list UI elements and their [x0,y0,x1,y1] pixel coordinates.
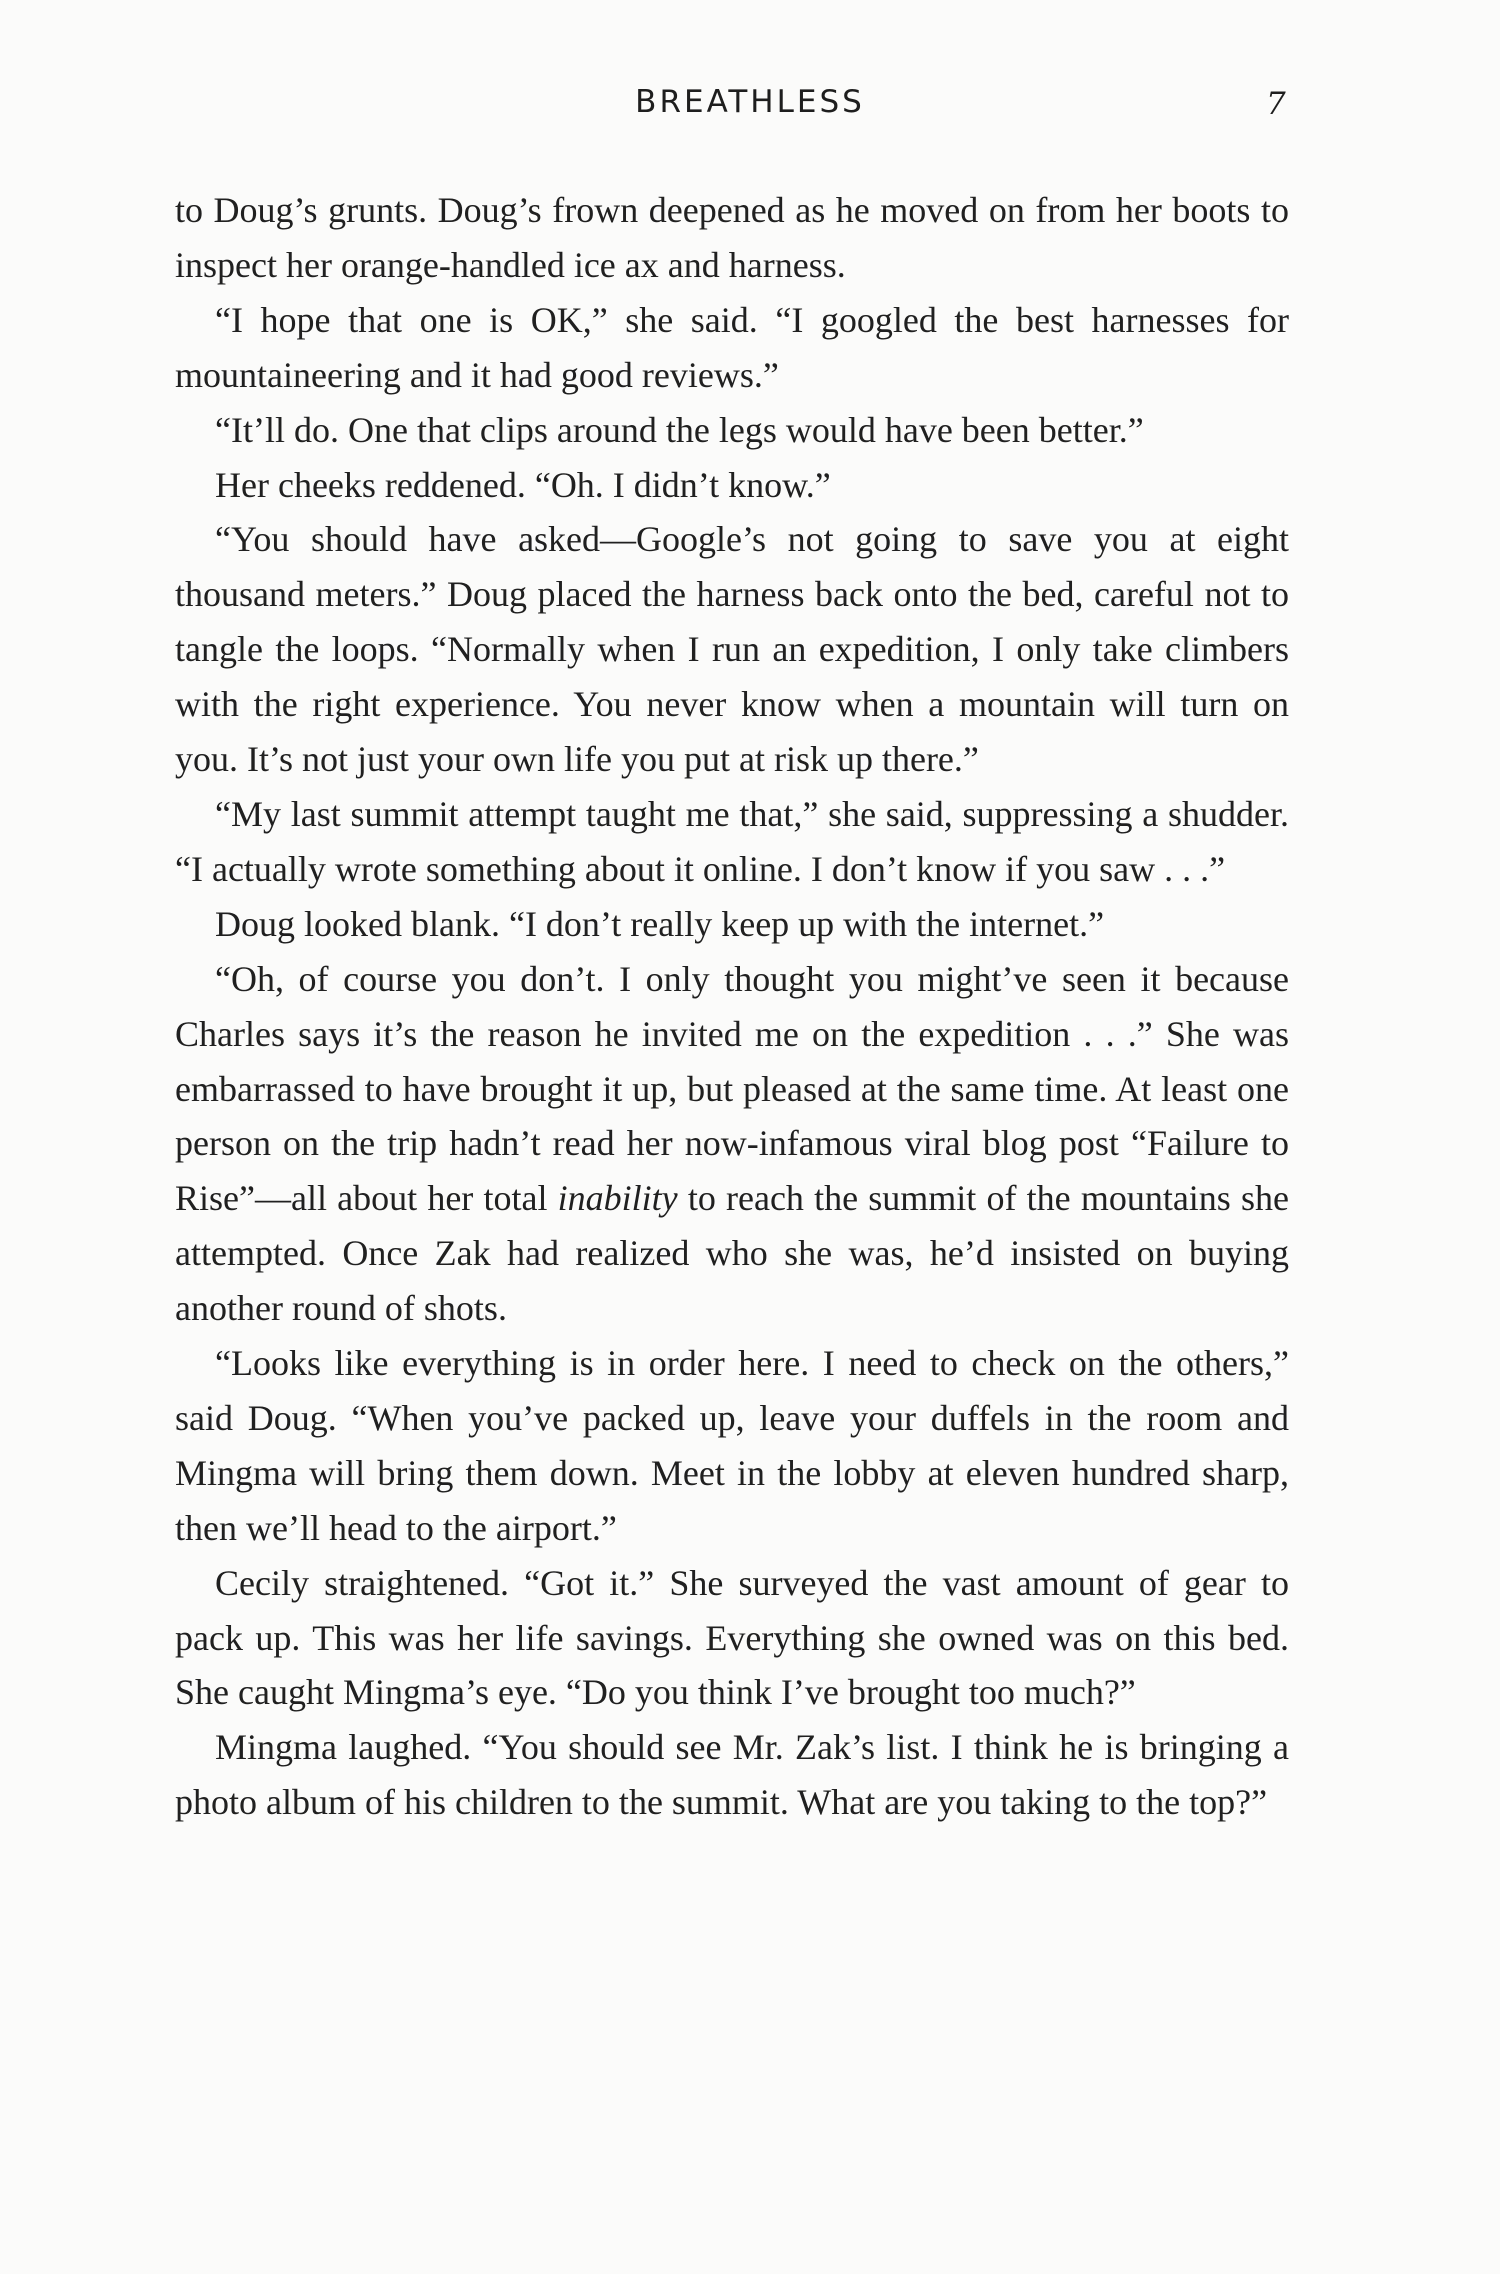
paragraph: Her cheeks reddened. “Oh. I didn’t know.” [215,464,831,505]
paragraph: Mingma laughed. “You should see Mr. Zak’s list. I think he is bringing a photo album of his children to the summit. What are you taking to the top?” [175,1727,1289,1823]
paragraph: Doug looked blank. “I don’t really keep up with the internet.” [215,903,1105,944]
paragraph: “You should have asked—Google’s not going to save you at eight thousand meters.” Doug placed the harness back onto the bed, careful not to tangle the loops. “Normally when I run an expedition, I only take climbers with the right experience. You never know when a mountain will turn on you. It’s not just your own life you put at risk up there.” [175,519,1289,780]
italic-emphasis: inability [557,1178,678,1219]
paragraph: “Oh, of course you don’t. I only thought you might’ve seen it because Charles says it’s the reason he invited me on the expedition . . .” She was embarrassed to have brought it up, but pleased at the same time. At least one person on the trip hadn’t read her now-infamous viral blog post “Failure to Rise”—all about her total inability to reach the summit of the mountains she attempted. Once Zak had realized who she was, he’d insisted on buying another round of shots. [175,958,1289,1329]
body-text [175,183,1289,1830]
paragraph: “My last summit attempt taught me that,” she said, suppressing a shudder. “I actually wrote something about it online. I don’t know if you saw . . .” [175,793,1289,889]
paragraph: Cecily straightened. “Got it.” She surveyed the vast amount of gear to pack up. This was her life savings. Everything she owned was on this bed. She caught Mingma’s eye. “Do you think I’ve brought too much?” [175,1562,1289,1713]
paragraph: “It’ll do. One that clips around the legs would have been better.” [215,409,1144,450]
running-head: BREATHLESS [635,84,865,120]
paragraph: “Looks like everything is in order here. I need to check on the others,” said Doug. “When you’ve packed up, leave your duffels in the room and Mingma will bring them down. Meet in the lobby at eleven hundred sharp, then we’ll head to the airport.” [175,1343,1289,1548]
paragraph: “I hope that one is OK,” she said. “I googled the best harnesses for mountaineering and it had good reviews.” [175,299,1289,395]
page-number: 7 [1266,86,1286,122]
paragraph: to Doug’s grunts. Doug’s frown deepened as he moved on from her boots to inspect her orange-handled ice ax and harness. [175,190,1289,285]
